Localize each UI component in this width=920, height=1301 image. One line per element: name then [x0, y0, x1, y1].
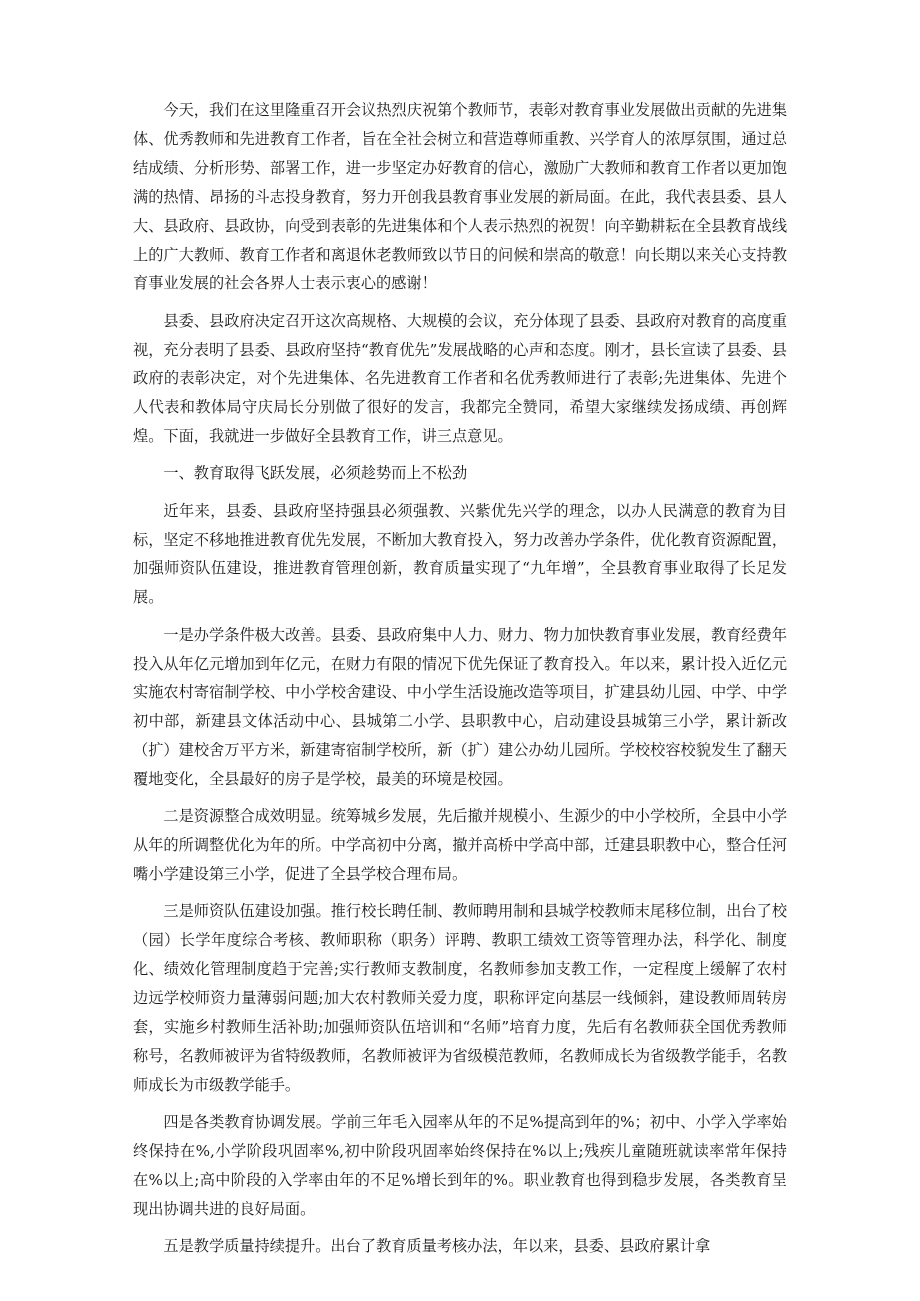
paragraph-recent-years: 近年来，县委、县政府坚持强县必须强教、兴紫优先兴学的理念，以办人民满意的教育为目标，坚定不移地推进教育优先发展，不断加大教育投入，努力改善办学条件，优化教育资源配置，加强师资队伍建设，推进教育管理创新，教育质量实现了“九年增”，全县教育事业取得了长足发展。 — [133, 501, 787, 607]
paragraph-opening: 今天，我们在这里隆重召开会议热烈庆祝第个教师节，表彰对教育事业发展做出贡献的先进集体、优秀教师和先进教育工作者，旨在全社会树立和营造尊师重教、兴学育人的浓厚氛围，通过总结成绩、分析形势、部署工作，进一步坚定办好教育的信心，激励广大教师和教育工作者以更加饱满的热情、昂扬的斗志投身教育，努力开创我县教育事业发展的新局面。在此，我代表县委、县人大、县政府、县政协，向受到表彰的先进集体和个人表示热烈的祝贺！向辛勤耕耘在全县教育战线上的广大教师、教育工作者和离退休老教师致以节日的问候和崇高的敬意！向长期以来关心支持教育事业发展的社会各界人士表示衷心的感谢！ — [133, 101, 787, 293]
paragraph-coordinated-development: 四是各类教育协调发展。学前三年毛入园率从年的不足%提高到年的%；初中、小学入学率始终保持在%,小学阶段巩固率%,初中阶段巩固率始终保持在%以上;残疾儿童随班就读率常年保持在%以上;高中阶段的入学率由年的不足%增长到年的%。职业教育也得到稳步发展，各类教育呈现出协调共进的良好局面。 — [133, 1112, 787, 1218]
section-heading-one: 一、教育取得飞跃发展，必须趁势而上不松劲 — [163, 464, 468, 483]
paragraph-resource-integration: 二是资源整合成效明显。统筹城乡发展，先后撤并规模小、生源少的中小学校所，全县中小学从年的所调整优化为年的所。中学高初中分离，撤并高桥中学高中部，迁建县职教中心，整合任河嘴小学建设第三小学，促进了全县学校合理布局。 — [133, 807, 787, 884]
document-page — [133, 96, 787, 1269]
paragraph-teaching-quality: 五是教学质量持续提升。出台了教育质量考核办法，年以来，县委、县政府累计拿 — [163, 1236, 711, 1255]
paragraph-teacher-development: 三是师资队伍建设加强。推行校长聘任制、教师聘用制和县城学校教师末尾移位制，出台了校（园）长学年度综合考核、教师职称（职务）评聘、教职工绩效工资等管理办法，科学化、制度化、绩效化管理制度趋于完善;实行教师支教制度，名教师参加支教工作，一定程度上缓解了农村边远学校师资力量薄弱问题;加大农村教师关爱力度，职称评定向基层一线倾斜，建设教师周转房套，实施乡村教师生活补助;加强师资队伍培训和“名师”培育力度，先后有名教师获全国优秀教师称号，名教师被评为省特级教师，名教师被评为省级模范教师，名教师成长为省级教学能手，名教师成长为市级教学能手。 — [133, 902, 787, 1094]
paragraph-meeting-significance: 县委、县政府决定召开这次高规格、大规模的会议，充分体现了县委、县政府对教育的高度重视，充分表明了县委、县政府坚持“教育优先”发展战略的心声和态度。刚才，县长宣读了县委、县政府的表彰决定，对个先进集体、名先进教育工作者和名优秀教师进行了表彰;先进集体、先进个人代表和教体局守庆局长分别做了很好的发言，我都完全赞同，希望大家继续发扬成绩、再创辉煌。下面，我就进一步做好全县教育工作，讲三点意见。 — [133, 311, 787, 446]
paragraph-school-conditions: 一是办学条件极大改善。县委、县政府集中人力、财力、物力加快教育事业发展，教育经费年投入从年亿元增加到年亿元，在财力有限的情况下优先保证了教育投入。年以来，累计投入近亿元实施农村寄宿制学校、中小学校舍建设、中小学生活设施改造等项目，扩建县幼儿园、中学、中学初中部，新建县文体活动中心、县城第二小学、县职教中心，启动建设县城第三小学，累计新改（扩）建校舍万平方米，新建寄宿制学校所，新（扩）建公办幼儿园所。学校校容校貌发生了翻天覆地变化，全县最好的房子是学校，最美的环境是校园。 — [133, 625, 787, 789]
